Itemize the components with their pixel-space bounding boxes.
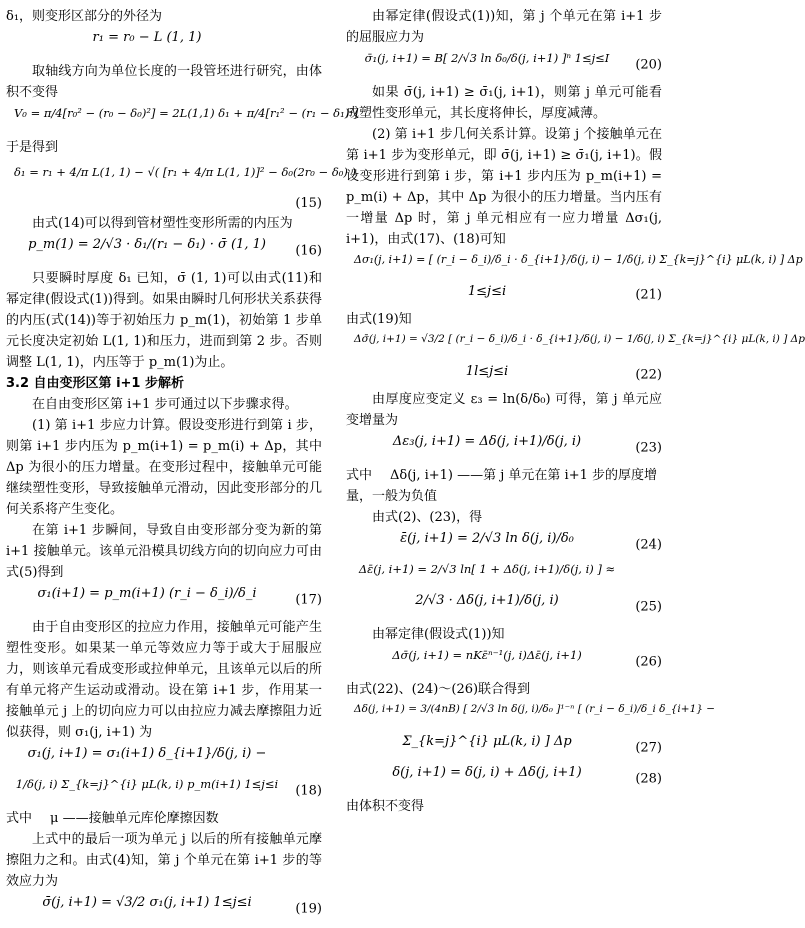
equation-body: Δσ̄(j, i+1) = nKε̄ⁿ⁻¹(j, i)Δε̄(j, i+1) [392, 648, 582, 662]
equation-number: (20) [635, 57, 662, 73]
equation-18a [6, 746, 322, 774]
definition-text: μ ——接触单元库伦摩擦因数 [50, 811, 219, 826]
equation-body: Δσ̄(j, i+1) = √3/2 [ (r_i − δ_i)/δ_i · δ_{i+1}/δ(j, i) − 1/δ(j, i) Σ_{k=j}^{i} μL(k, i) ] Δp [354, 333, 805, 345]
equation-25a [346, 562, 662, 590]
paragraph: (2) 第 i+1 步几何关系计算。设第 j 个接触单元在第 i+1 步为变形单元，即 σ̄(j, i+1) ≥ σ̄₁(j, i+1)。假设变形进行到第 i 步，第 i+1 步内压为 p_m(i+1) = p_m(i) + Δp，其中 Δp 为很小的压力增量。当内压有一增量 Δp 时，第 j 单元相应有一应力增量 Δσ₁(j, i+1)，由式(17)、(18)可知 [346, 127, 662, 247]
equation-23 [346, 434, 662, 462]
equation-number: (25) [635, 599, 662, 615]
equation-body: σ̄(j, i+1) = √3/2 σ₁(j, i+1) 1≤j≤i [42, 895, 252, 910]
equation-number: (19) [295, 901, 322, 917]
definition-line [346, 465, 662, 507]
equation-number: (15) [295, 196, 322, 211]
equation-24 [346, 531, 662, 559]
equation-25b [346, 593, 662, 621]
equation-27b [346, 734, 662, 762]
definition-text: Δδ(j, i+1) ——第 j 单元在第 i+1 步的厚度增量，一般为负值 [346, 468, 657, 504]
text-line: 于是得到 [6, 140, 59, 155]
equation-body: σ̄₁(j, i+1) = B[ 2/√3 ln δ₀/δ(j, i+1) ]ⁿ 1≤j≤I [364, 51, 610, 65]
paragraph: 在自由变形区第 i+1 步可通过以下步骤求得。 [32, 397, 298, 412]
equation-body: ε̄(j, i+1) = 2/√3 ln δ(j, i)/δ₀ [400, 531, 574, 546]
paragraph: 在第 i+1 步瞬间，导致自由变形部分变为新的第 i+1 接触单元。该单元沿模具切线方向的切向应力可由式(5)得到 [6, 523, 322, 580]
section-heading: 3.2 自由变形区第 i+1 步解析 [6, 376, 185, 391]
equation-number: (22) [635, 367, 662, 383]
equation-r1 [6, 30, 322, 58]
equation-number: (28) [635, 771, 662, 787]
paragraph: 由幂定律(假设式(1))知 [372, 627, 505, 642]
equation-21-cond [346, 284, 662, 306]
equation-body: δ₁ = r₁ + 4/π L(1, 1) − √( [r₁ + 4/π L(1, 1)]² − δ₀(2r₀ − δ₀) ) [14, 165, 357, 179]
equation-22-cond [346, 364, 662, 386]
equation-condition: 1≤j≤i [467, 284, 507, 299]
equation-v0 [6, 106, 359, 134]
equation-body: σ₁(j, i+1) = σ₁(i+1) δ_{i+1}/δ(j, i) − [27, 746, 267, 761]
equation-body: Δδ(j, i+1) = 3/(4nB) [ 2/√3 ln δ(j, i)/δ₀ ]¹⁻ⁿ [ (r_i − δ_i)/δ_i δ_{i+1} − [354, 703, 716, 715]
equation-number: (24) [635, 537, 662, 553]
paragraph: 由幂定律(假设式(1))知，第 j 个单元在第 i+1 步的屈服应力为 [346, 9, 662, 45]
equation-number: (21) [635, 287, 662, 303]
equation-22 [346, 333, 805, 361]
definition-line [6, 808, 322, 829]
paragraph: 只要瞬时厚度 δ₁ 已知，σ̄ (1, 1)可以由式(11)和幂定律(假设式(1))得到。如果由瞬时几何形状关系获得的内压(式(14))等于初始压力 p_m(1)，初始第 1 步单元长度决定初始 L(1, 1)和压力，进而到第 2 步。否则调整 L(1, 1)，内压等于 p_m(1)为止。 [6, 271, 322, 370]
equation-26 [346, 648, 662, 676]
equation-number: (17) [295, 592, 322, 608]
text-line: δ₁，则变形区部分的外径为 [6, 9, 163, 24]
paragraph: 如果 σ̄(j, i+1) ≥ σ̄₁(j, i+1)，则第 j 单元可能看成塑性变形单元，其长度将伸长，厚度减薄。 [346, 85, 662, 121]
equation-21 [346, 253, 803, 281]
paragraph: 上式中的最后一项为单元 j 以后的所有接触单元摩擦阻力之和。由式(4)知，第 j 个单元在第 i+1 步的等效应力为 [6, 832, 322, 889]
left-column [6, 6, 359, 926]
equation-number: (23) [635, 440, 662, 456]
paragraph: 由厚度应变定义 ε₃ = ln(δ/δ₀) 可得，第 j 单元应变增量为 [346, 392, 662, 428]
equation-body: σ₁(i+1) = p_m(i+1) (r_i − δ_i)/δ_i [37, 586, 257, 601]
equation-17 [6, 586, 322, 614]
equation-body: Δε₃(j, i+1) = Δδ(j, i+1)/δ(j, i) [392, 434, 582, 449]
equation-body: p_m(1) = 2/√3 · δ₁/(r₁ − δ₁) · σ̄ (1, 1) [28, 237, 266, 252]
definition-label: 式中 [6, 811, 33, 826]
equation-20 [346, 51, 662, 79]
equation-27a [346, 703, 716, 731]
equation-body: Σ_{k=j}^{i} μL(k, i) ] Δp [402, 734, 572, 749]
text-line: 由式(22)、(24)～(26)联合得到 [346, 682, 531, 697]
equation-28 [346, 765, 662, 793]
equation-number: (18) [295, 783, 322, 799]
equation-16 [6, 237, 322, 265]
equation-body: 1/δ(j, i) Σ_{k=j}^{i} μL(k, i) p_m(i+1) 1≤j≤i [15, 777, 279, 791]
paragraph: 取轴线方向为单位长度的一段管坯进行研究，由体积不变得 [6, 64, 322, 100]
paragraph: 由于自由变形区的拉应力作用，接触单元可能产生塑性变形。如果某一单元等效应力等于或大于屈服应力，则该单元看成变形或拉伸单元，且该单元以后的所有单元将产生运动或滑动。设在第 i+1 步，作用某一接触单元 j 上的切向应力可以由拉应力减去摩擦阻力近似获得，则 σ₁(j, i+1) 为 [6, 620, 322, 740]
equation-number: (16) [295, 243, 322, 259]
equation-condition: 1l≤j≤i [465, 364, 509, 379]
equation-18b [6, 777, 322, 805]
equation-number: (27) [635, 740, 662, 756]
equation-body: Δσ₁(j, i+1) = [ (r_i − δ_i)/δ_i · δ_{i+1}/δ(j, i) − 1/δ(j, i) Σ_{k=j}^{i} μL(k, i) ] Δp [354, 253, 803, 266]
paragraph: (1) 第 i+1 步应力计算。假设变形进行到第 i 步，则第 i+1 步内压为 p_m(i+1) = p_m(i) + Δp，其中 Δp 为很小的压力增量。在变形过程中，接触单元可能继续塑性变形，导致接触单元滑动，因此变形部分的几何关系将产生变化。 [6, 418, 322, 517]
paragraph: 由式(14)可以得到管材塑性变形所需的内压为 [32, 216, 293, 231]
equation-body: r₁ = r₀ − L (1, 1) [92, 30, 202, 45]
equation-body: 2/√3 · Δδ(j, i+1)/δ(j, i) [415, 593, 559, 608]
equation-number: (26) [635, 654, 662, 670]
text-line: 由式(19)知 [346, 312, 412, 327]
paragraph: 由式(2)、(23)，得 [372, 510, 483, 525]
equation-body: V₀ = π/4[r₀² − (r₀ − δ₀)²] = 2L(1,1) δ₁ + π/4[r₁² − (r₁ − δ₁)²] [14, 106, 359, 120]
equation-15 [6, 161, 357, 211]
definition-label: 式中 [346, 468, 373, 483]
text-line: 由体积不变得 [346, 799, 425, 814]
equation-19 [6, 895, 322, 923]
right-column [346, 6, 805, 817]
equation-body: δ(j, i+1) = δ(j, i) + Δδ(j, i+1) [392, 765, 582, 780]
equation-body: Δε̄(j, i+1) = 2/√3 ln[ 1 + Δδ(j, i+1)/δ(j, i) ] ≈ [358, 562, 616, 576]
